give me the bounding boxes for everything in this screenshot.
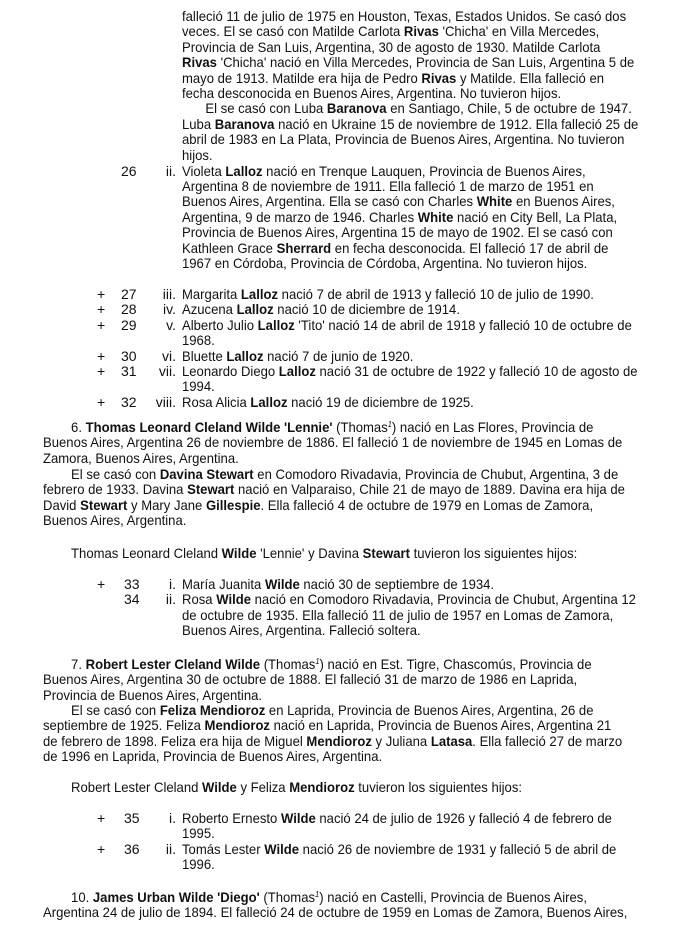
text-run: septiembre de 1925. Feliza [43, 717, 205, 734]
text-run: abril de 1983 en La Plata, Provincia de Buenos Aires, Argentina. No tuvieron [182, 131, 625, 148]
child-text [182, 577, 516, 592]
person-number: 30 [121, 347, 137, 364]
entry-6-paragraph [43, 420, 663, 466]
text-line [182, 826, 612, 841]
text-run: nació 19 de diciembre de 1925. [287, 393, 474, 410]
text-line [182, 148, 638, 163]
surname-bold: Thomas Leonard Cleland Wilde 'Lennie' [85, 419, 333, 435]
text-run: en Santiago, Chile, 5 de octubre de 1947. [386, 100, 632, 117]
entry-6-marriage-paragraph [43, 467, 665, 529]
text-run: ) nació en Castelli, Provincia de Buenos Aires, [319, 889, 587, 905]
text-run: nació en Comodoro Rivadavia, Provincia de Chubut, Argentina 12 [251, 591, 636, 608]
text-run: 1996. [182, 856, 215, 873]
text-run: mayo de 1913. Matilde era hija de Pedro [182, 69, 422, 86]
text-run: nació en Ukraine 15 de noviembre de 1912. Ella falleció 25 de [274, 115, 639, 132]
text-line [182, 623, 636, 638]
text-run: Margarita [182, 286, 241, 302]
text-line [43, 513, 625, 528]
text-line [182, 117, 638, 132]
has-descendants-marker: + [97, 363, 106, 379]
child-text [182, 318, 663, 349]
surname-bold: Mendioroz [289, 779, 355, 795]
surname-bold: Latasa [430, 732, 473, 749]
text-line [182, 101, 638, 116]
surname-bold: Rivas [403, 23, 439, 40]
text-run: Argentina 24 de julio de 1894. El falleció 24 de octubre de 1959 en Lomas de Zamora, Buenos Aires, [43, 904, 628, 921]
entry-7-paragraph [43, 657, 630, 703]
entry-6-children-summary [43, 546, 614, 561]
text-run: y Mary Jane [127, 496, 206, 513]
person-number: 32 [121, 393, 137, 410]
text-line [182, 364, 638, 379]
text-run: nació 24 de julio de 1926 y falleció 4 de febrero de [315, 810, 612, 826]
child-ordinal: iv. [163, 301, 176, 318]
text-run: nació en Valparaiso, Chile 21 de mayo de 1889. Davina era hija de [234, 481, 625, 498]
text-run: nació 7 de abril de 1913 y falleció 10 de julio de 1990. [278, 286, 594, 302]
text-run: veces. El se casó con Matilde Carlota [182, 23, 404, 40]
text-line [43, 890, 627, 905]
text-run: y Matilde. Ella falleció en [456, 69, 605, 86]
text-run: Provincia de Buenos Aires, Argentina. [43, 686, 263, 703]
surname-bold: Sherrard [276, 239, 332, 256]
text-run: de octubre de 1935. Ella falleció 11 de julio de 1957 en Lomas de Zamora, [182, 606, 614, 623]
surname-bold: Lalloz [278, 363, 316, 379]
text-run: nació 26 de noviembre de 1931 y falleció 5 de abril de [299, 840, 617, 857]
text-run: tuvieron los siguientes hijos: [409, 545, 578, 561]
text-line [182, 71, 634, 86]
person-number: 27 [121, 286, 137, 302]
surname-bold: Feliza Mendioroz [159, 702, 266, 718]
text-run: Tomás Lester [182, 840, 265, 857]
text-line [182, 395, 474, 410]
surname-bold: James Urban Wilde 'Diego' [92, 889, 260, 905]
text-run: Kathleen Grace [182, 239, 277, 256]
surname-bold: Stewart [187, 481, 235, 498]
child-ordinal: ii. [165, 840, 176, 857]
text-run: nació 30 de septiembre de 1934. [299, 576, 495, 592]
surname-bold: Wilde [216, 591, 252, 608]
text-run: Bluette [182, 347, 227, 364]
text-run: 1995. [182, 825, 215, 842]
child-text [182, 164, 647, 272]
surname-bold: Davina Stewart [159, 466, 254, 482]
text-line [182, 256, 617, 271]
child-text [182, 811, 642, 842]
text-run: falleció 11 de julio de 1975 en Houston, Texas, Estados Unidos. Se casó dos [182, 8, 627, 24]
text-line [43, 749, 622, 764]
text-run: Violeta [182, 162, 226, 179]
surname-bold: Wilde [264, 840, 300, 857]
child-ordinal: ii. [165, 591, 176, 608]
text-run: María Juanita [182, 576, 265, 592]
person-number: 28 [121, 301, 137, 318]
text-line [182, 225, 617, 240]
child-text [182, 842, 647, 873]
text-run: Alberto Julio [182, 316, 258, 333]
text-run: Thomas Leonard Cleland [71, 545, 222, 561]
surname-bold: Wilde [202, 779, 237, 795]
text-run: Argentina, 9 de marzo de 1946. Charles [182, 208, 418, 225]
text-line [182, 857, 616, 872]
has-descendants-marker: + [97, 347, 106, 364]
child-ordinal: vi. [162, 347, 176, 364]
text-line [43, 734, 622, 749]
text-run: hijos. [182, 146, 213, 163]
text-run: 'Tito' nació 14 de abril de 1918 y falleció 10 de octubre de [294, 316, 632, 333]
text-run: de 1996 en Laprida, Provincia de Buenos Aires, Argentina. [43, 748, 383, 765]
text-run: 1968. [182, 332, 215, 349]
generation-superscript: 1 [387, 420, 392, 429]
child-ordinal: vii. [158, 363, 176, 379]
text-run: El se casó con Luba [205, 100, 327, 117]
text-run: Buenos Aires, Argentina. Ella se casó con Charles [182, 193, 477, 210]
person-number: 35 [124, 810, 140, 826]
text-run: nació 10 de diciembre de 1914. [273, 301, 460, 318]
text-run: Luba [182, 115, 215, 132]
surname-bold: Lalloz [257, 316, 295, 333]
child-ordinal: iii. [162, 286, 176, 302]
text-run: Zamora, Buenos Aires, Argentina. [43, 449, 239, 466]
text-line [182, 811, 612, 826]
surname-bold: Mendioroz [204, 717, 270, 734]
person-number: 33 [124, 576, 140, 592]
text-line [182, 40, 634, 55]
text-run: fecha desconocida en Buenos Aires, Argentina. No tuvieron hijos. [182, 84, 562, 101]
text-line [43, 498, 625, 513]
text-line [43, 657, 592, 672]
text-run: Buenos Aires, Argentina. [43, 512, 187, 529]
text-run: 1994. [182, 378, 215, 395]
text-run: 1967 en Córdoba, Provincia de Córdoba, Argentina. No tuvieron hijos. [182, 254, 588, 271]
text-run: nació 31 de octubre de 1922 y falleció 10 de agosto de [315, 363, 638, 379]
child-ordinal: ii. [165, 162, 176, 179]
surname-bold: Lalloz [236, 301, 274, 318]
text-line [43, 703, 622, 718]
text-run: Robert Lester Cleland [71, 779, 203, 795]
text-run: y Juliana [371, 732, 431, 749]
text-run: Leonardo Diego [182, 363, 279, 379]
text-run: (Thomas [260, 656, 316, 672]
child-text [182, 592, 668, 638]
text-run: Rosa Alicia [182, 393, 251, 410]
text-line [182, 86, 634, 101]
text-line [43, 435, 622, 450]
surname-bold: Lalloz [226, 347, 264, 364]
text-line [182, 608, 636, 623]
text-line [43, 420, 622, 435]
text-run: Rosa [182, 591, 217, 608]
surname-bold: Lalloz [225, 162, 263, 179]
text-run: Azucena [182, 301, 237, 318]
text-line [182, 302, 460, 317]
child-ordinal: v. [166, 316, 176, 333]
generation-superscript: 1 [315, 890, 320, 899]
text-run: nació 7 de junio de 1920. [263, 347, 414, 364]
child-text [182, 364, 669, 395]
second-marriage-paragraph [182, 101, 670, 163]
text-run: El se casó con [71, 466, 160, 482]
text-line [43, 780, 522, 795]
text-line [182, 179, 617, 194]
text-run: . Ella falleció 4 de octubre de 1979 en Lomas de Zamora, [260, 496, 594, 513]
surname-bold: Lalloz [240, 286, 279, 302]
has-descendants-marker: + [97, 286, 106, 302]
surname-bold: Gillespie [205, 496, 261, 513]
text-run: nació en Laprida, Provincia de Buenos Aires, Argentina 21 [269, 717, 612, 734]
text-run: 'Chicha' nació en Villa Mercedes, Provincia de San Luis, Argentina 5 de [216, 54, 635, 71]
person-number: 31 [121, 363, 137, 379]
surname-bold: Rivas [182, 54, 217, 71]
text-run: Argentina 8 de noviembre de 1911. Ella falleció 1 de marzo de 1951 en [182, 177, 594, 194]
entry-7-marriage-paragraph [43, 703, 662, 765]
text-run: (Thomas [332, 419, 388, 435]
has-descendants-marker: + [97, 576, 106, 592]
surname-bold: Baranova [326, 100, 387, 117]
person-number: 29 [121, 316, 137, 333]
text-run: 10. [71, 889, 93, 905]
surname-bold: White [417, 208, 454, 225]
person-number: 36 [124, 840, 140, 857]
has-descendants-marker: + [97, 316, 106, 333]
surname-bold: Robert Lester Cleland Wilde [85, 656, 261, 672]
text-run: El se casó con [71, 702, 160, 718]
text-run: Buenos Aires, Argentina 26 de noviembre de 1886. El falleció 1 de noviembre de 1945 en Lomas de [43, 434, 623, 451]
text-run: Roberto Ernesto [182, 810, 281, 826]
text-line [182, 241, 617, 256]
text-run: 6. [71, 419, 86, 435]
text-line [182, 349, 413, 364]
text-run: Buenos Aires, Argentina. Falleció soltera. [182, 622, 421, 639]
text-run: 7. [71, 656, 86, 672]
text-line [182, 9, 634, 24]
surname-bold: Rivas [421, 69, 457, 86]
child-text [182, 287, 623, 302]
child-text [182, 349, 430, 364]
entry-7-children-summary [43, 780, 555, 795]
text-line [182, 333, 632, 348]
text-line [43, 482, 625, 497]
text-run: David [43, 496, 81, 513]
text-line [43, 451, 622, 466]
text-line [43, 467, 625, 482]
child-text [182, 395, 494, 410]
text-line [182, 24, 634, 39]
surname-bold: Wilde [264, 576, 300, 592]
text-line [182, 318, 632, 333]
surname-bold: Stewart [362, 545, 410, 561]
entry-10-paragraph [43, 890, 668, 921]
surname-bold: Mendioroz [306, 732, 372, 749]
text-line [43, 718, 622, 733]
surname-bold: White [476, 193, 513, 210]
text-run: ) nació en Las Flores, Provincia de [391, 419, 594, 435]
has-descendants-marker: + [97, 840, 106, 857]
text-run: . Ella falleció 27 de marzo [472, 732, 623, 749]
text-line [43, 688, 592, 703]
text-run: y Feliza [236, 779, 290, 795]
person-number: 26 [121, 162, 137, 179]
text-line [182, 379, 638, 394]
text-run: ) nació en Est. Tigre, Chascomús, Provincia de [319, 656, 592, 672]
has-descendants-marker: + [97, 810, 106, 826]
text-line [43, 905, 627, 920]
surname-bold: Baranova [214, 115, 275, 132]
text-run: en Laprida, Provincia de Buenos Aires, Argentina, 26 de [265, 702, 594, 718]
text-line [182, 132, 638, 147]
text-run: tuvieron los siguientes hijos: [354, 779, 523, 795]
text-run: Provincia de San Luis, Argentina, 30 de agosto de 1930. Matilde Carlota [182, 38, 601, 55]
text-line [182, 592, 636, 607]
text-run: nació en City Bell, La Plata, [453, 208, 618, 225]
child-ordinal: i. [169, 810, 176, 826]
child-ordinal: viii. [155, 393, 176, 410]
text-line [182, 164, 617, 179]
text-run: en Comodoro Rivadavia, Provincia de Chubut, Argentina, 3 de [253, 466, 619, 482]
text-line [182, 842, 616, 857]
text-run: 'Chicha' en Villa Mercedes, [438, 23, 600, 40]
generation-superscript: 1 [315, 657, 320, 666]
surname-bold: Wilde [280, 810, 316, 826]
text-run: (Thomas [259, 889, 316, 905]
text-line [43, 672, 592, 687]
text-line [182, 287, 594, 302]
text-line [43, 546, 577, 561]
surname-bold: Wilde [221, 545, 257, 561]
text-run: nació en Trenque Lauquen, Provincia de Buenos Aires, [262, 162, 586, 179]
text-run: Provincia de Buenos Aires, Argentina 15 de mayo de 1902. El se casó con [182, 224, 613, 241]
person-number: 34 [124, 591, 140, 608]
text-run: 'Lennie' y Davina [256, 545, 363, 561]
has-descendants-marker: + [97, 301, 106, 318]
text-line [182, 577, 494, 592]
surname-bold: Stewart [80, 496, 128, 513]
child-ordinal: i. [169, 576, 176, 592]
text-run: de febrero de 1898. Feliza era hija de Miguel [43, 732, 307, 749]
text-run: febrero de 1933. Davina [43, 481, 188, 498]
surname-bold: Lalloz [250, 393, 288, 410]
text-run: Buenos Aires, Argentina 30 de octubre de 1888. El falleció 31 de marzo de 1986 en Laprida, [43, 671, 578, 688]
has-descendants-marker: + [97, 393, 106, 410]
text-line [182, 55, 634, 70]
child-text [182, 302, 479, 317]
text-run: en fecha desconocida. El falleció 17 de abril de [331, 239, 609, 256]
continued-entry-text [182, 9, 666, 101]
text-line [182, 194, 617, 209]
text-line [182, 210, 617, 225]
text-run: en Buenos Aires, [512, 193, 615, 210]
